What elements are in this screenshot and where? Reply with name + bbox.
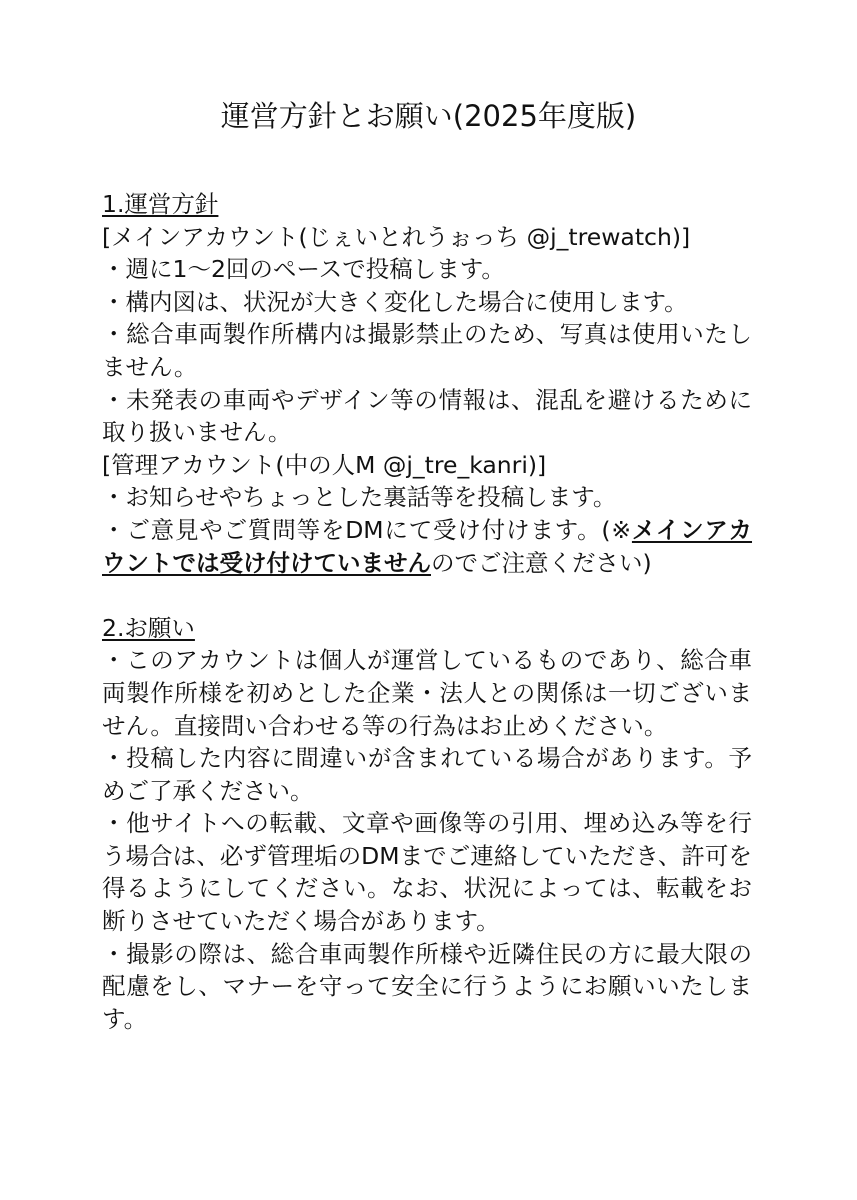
admin-account-label: [管理アカウント(中の人M @j_tre_kanri)] (102, 450, 547, 479)
request-item: ・投稿した内容に間違いが含まれている場合があります。予めご了承ください。 (102, 744, 752, 805)
main-item: ・構内図は、状況が大きく変化した場合に使用します。 (102, 287, 688, 316)
section-heading-policy: 1.運営方針 (102, 190, 219, 218)
main-item: ・未発表の車両やデザイン等の情報は、混乱を避けるために取り扱いません。 (102, 385, 752, 447)
dm-item-text-after: のでご注意ください) (431, 548, 652, 577)
request-item: ・他サイトへの転載、文章や画像等の引用、埋め込み等を行う場合は、必ず管理垢のDMまでご連絡していただき、許可を得るようにしてください。なお、状況によっては、転載をお断りさせていただく場合があります。 (102, 809, 752, 936)
main-account-label: [メインアカウント(じぇいとれうぉっち @j_trewatch)] (102, 222, 691, 251)
dm-item-emphasis: メインアカウントでは受け付けていません (102, 515, 753, 577)
main-item: ・週に1〜2回のペースで投稿します。 (102, 255, 505, 284)
request-item: ・このアカウントは個人が運営しているものであり、総合車両製作所様を初めとした企業・法人との関係は一切ございません。直接問い合わせる等の行為はお止めください。 (102, 646, 752, 740)
dm-item (102, 514, 752, 579)
dm-item-text-before: ・ご意見やご質問等をDMにて受け付けます。(※ (102, 515, 632, 544)
section-heading-requests: 2.お願い (102, 613, 195, 642)
document-body (102, 188, 752, 1035)
spacer (102, 579, 752, 612)
request-item: ・撮影の際は、総合車両製作所様や近隣住民の方に最大限の配慮をし、マナーを守って安全に行うようにお願いいたします。 (102, 939, 752, 1033)
main-item: ・総合車両製作所構内は撮影禁止のため、写真は使用いたしません。 (102, 320, 752, 381)
admin-item: ・お知らせやちょっとした裏話等を投稿します。 (102, 483, 617, 512)
page-title: 運営方針とお願い(2025年度版) (220, 99, 637, 133)
